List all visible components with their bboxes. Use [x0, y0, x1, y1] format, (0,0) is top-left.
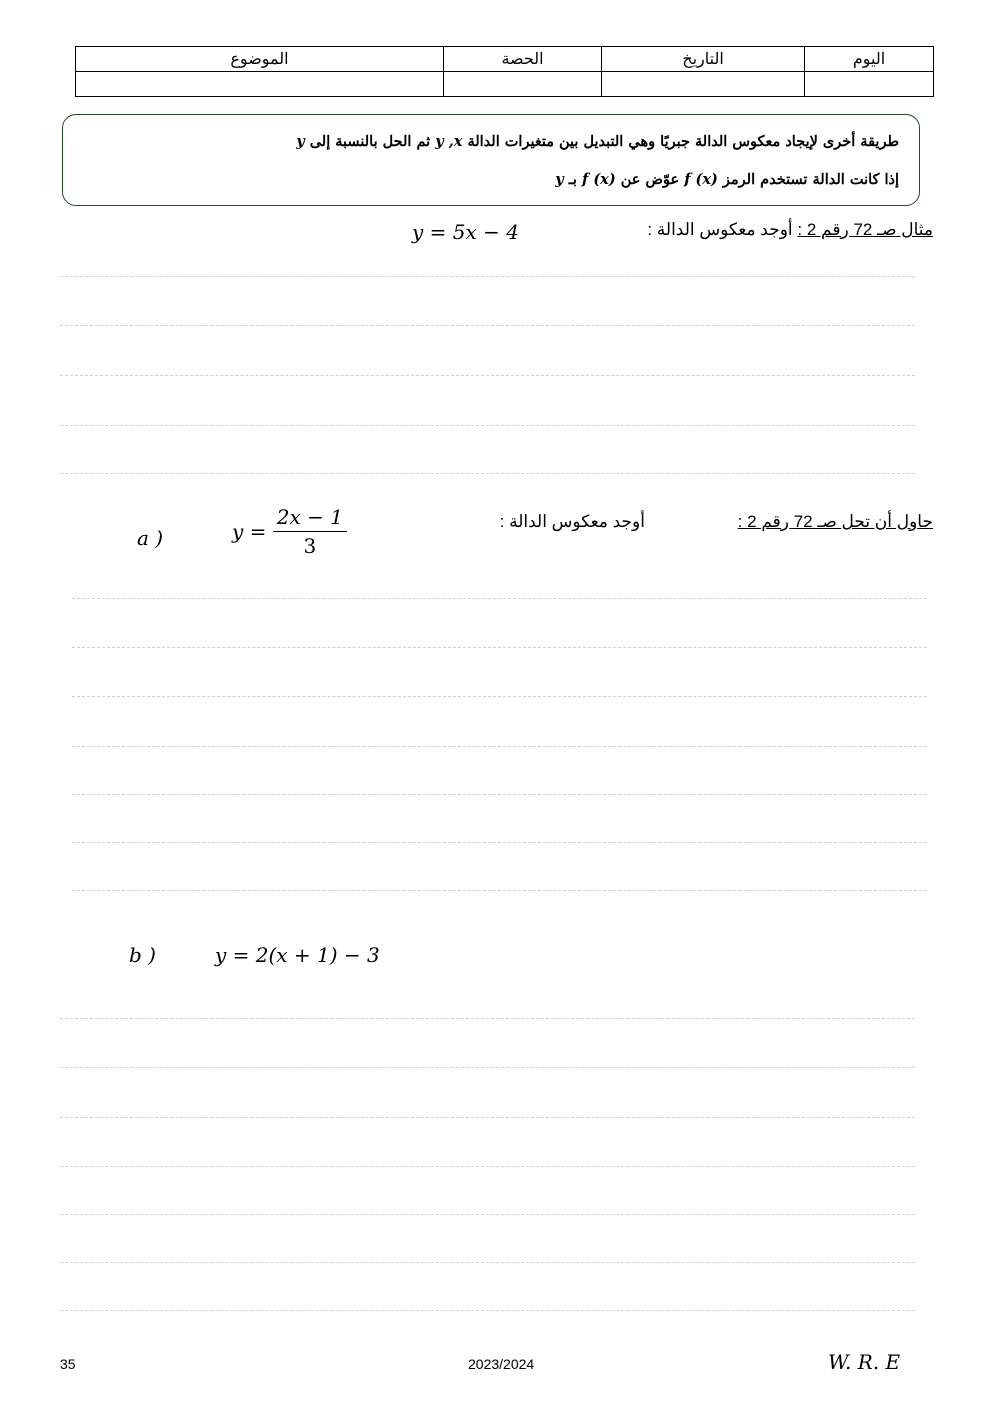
header-date: التاريخ — [602, 47, 805, 72]
try-instruction: أوجد معكوس الدالة : — [499, 512, 645, 531]
header-subject: الموضوع — [76, 47, 444, 72]
part-b-label: b ) — [129, 943, 156, 967]
answer-line — [72, 746, 927, 747]
part-a-label: a ) — [137, 526, 164, 550]
example-label: مثال صـ 72 رقم 2 : — [797, 220, 933, 239]
part-a-equation: y = $\frac{2x - 1}{3}$ — [232, 505, 347, 558]
answer-line — [72, 842, 927, 843]
answer-line — [60, 1262, 915, 1263]
fraction: $\frac{2x - 1}{3}$ — [273, 505, 347, 558]
signature: W. R. E — [828, 1350, 901, 1374]
answer-line — [72, 598, 927, 599]
answer-line — [60, 276, 915, 277]
note-box — [62, 114, 920, 206]
answer-line — [72, 890, 927, 891]
answer-line — [60, 1310, 915, 1311]
example-instruction: أوجد معكوس الدالة : — [647, 220, 793, 239]
note-line-2: إذا كانت الدالة تستخدم الرمز f (x) عوّض عن f (x) بـ y — [555, 171, 899, 188]
header-period-value — [444, 72, 602, 97]
answer-line — [72, 794, 927, 795]
example-heading — [647, 220, 933, 240]
try-label: حاول أن تحل صـ 72 رقم 2 : — [737, 512, 933, 531]
example-equation: y = 5x − 4 — [412, 220, 519, 244]
header-period: الحصة — [444, 47, 602, 72]
answer-line — [60, 1166, 915, 1167]
header-date-value — [602, 72, 805, 97]
note-line-1: طريقة أخرى لإيجاد معكوس الدالة جبريًا وهي التبديل بين متغيرات الدالة y ,x ثم الحل بالنسبة إلى y — [296, 133, 899, 150]
header-day: اليوم — [805, 47, 934, 72]
answer-line — [60, 325, 915, 326]
answer-line — [60, 1018, 915, 1019]
answer-line — [60, 473, 915, 474]
header-day-value — [805, 72, 934, 97]
answer-line — [72, 647, 927, 648]
answer-line — [60, 375, 915, 376]
header-table — [75, 46, 934, 97]
header-subject-value — [76, 72, 444, 97]
answer-line — [60, 1117, 915, 1118]
page-number: 35 — [60, 1356, 76, 1372]
answer-line — [60, 425, 915, 426]
school-year: 2023/2024 — [468, 1356, 535, 1372]
answer-line — [72, 696, 927, 697]
part-b-equation: y = 2(x + 1) − 3 — [215, 943, 380, 967]
answer-line — [60, 1214, 915, 1215]
answer-line — [60, 1067, 915, 1068]
